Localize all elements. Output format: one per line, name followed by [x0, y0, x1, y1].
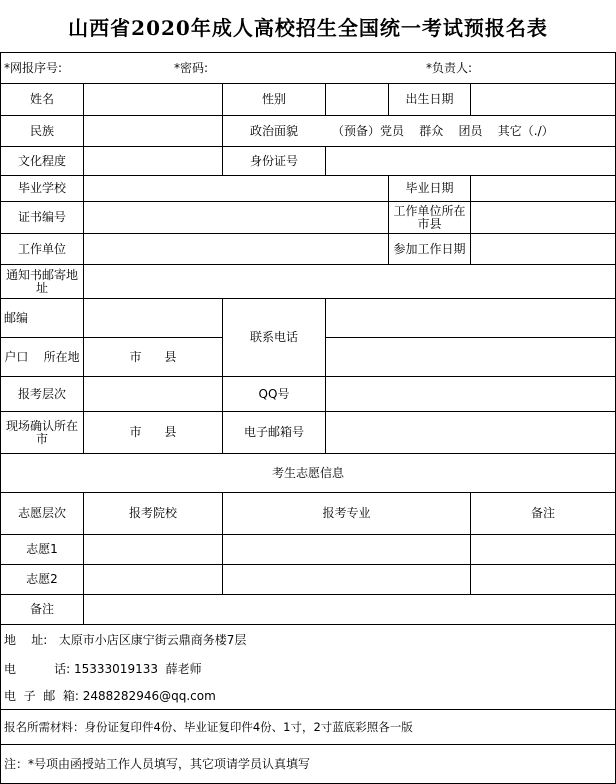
birth-date-label: 出生日期: [405, 92, 454, 106]
phone-field-2[interactable]: [326, 338, 615, 376]
id-number-label: 身份证号: [249, 153, 298, 168]
name-label: 姓名: [29, 92, 54, 106]
confirm-city-county[interactable]: 市 县: [129, 425, 177, 439]
footer-note: 注：*号项由函授站工作人员填写，其它项请学员认真填写: [4, 756, 311, 771]
col-school-header: 报考院校: [128, 506, 177, 520]
form-title: 山西省2020年成人高校招生全国统一考试预报名表: [68, 15, 548, 40]
col-major-header: 报考专业: [322, 506, 371, 520]
col-remark-header: 备注: [530, 506, 555, 520]
manager-label: *负责人:: [426, 60, 473, 75]
birth-date-field[interactable]: [471, 84, 615, 115]
work-start-date-field[interactable]: [471, 234, 615, 264]
footer-email: 电 子 邮 箱: 2488282946@qq.com: [4, 689, 216, 703]
work-city-label: 工作单位所在市县: [393, 203, 466, 231]
wish-2-label: 志愿2: [26, 572, 58, 586]
net-no-label: *网报序号:: [4, 60, 63, 75]
gender-label: 性别: [261, 92, 286, 106]
education-field[interactable]: [84, 147, 222, 175]
footer-phone: 电 话: 15333019133 薛老师: [4, 661, 202, 676]
footer-materials: 报名所需材料：身份证复印件4份、毕业证复印件4份、1寸，2寸蓝底彩照各一版: [4, 719, 413, 734]
postcode-label: 邮编: [4, 310, 29, 325]
education-label: 文化程度: [17, 153, 66, 168]
household-label: 户口 所在地: [4, 349, 80, 364]
name-field[interactable]: [84, 84, 222, 115]
postcode-field[interactable]: [84, 299, 222, 337]
qq-field[interactable]: [326, 377, 615, 411]
email-label: 电子邮箱号: [243, 425, 304, 439]
graduate-school-label: 毕业学校: [17, 181, 66, 195]
employer-field[interactable]: [84, 234, 388, 264]
wish-1-label: 志愿1: [26, 542, 58, 556]
remark-row-field[interactable]: [84, 595, 615, 624]
work-start-date-label: 参加工作日期: [393, 241, 466, 256]
phone-field-1[interactable]: [326, 299, 615, 337]
ethnicity-field[interactable]: [84, 116, 222, 146]
graduation-date-label: 毕业日期: [405, 181, 454, 195]
qq-label: QQ号: [258, 386, 290, 401]
mailing-address-field[interactable]: [84, 265, 615, 298]
wish-2-school-field[interactable]: [84, 565, 222, 594]
confirm-site-label: 现场确认所在市: [5, 418, 78, 446]
certificate-no-field[interactable]: [84, 202, 388, 233]
political-status-label: 政治面貌: [249, 123, 298, 138]
wish-1-school-field[interactable]: [84, 535, 222, 564]
graduate-school-field[interactable]: [84, 176, 388, 201]
ethnicity-label: 民族: [29, 123, 54, 138]
wish-1-major-field[interactable]: [223, 535, 470, 564]
password-label: *密码:: [174, 60, 209, 75]
work-city-field[interactable]: [471, 202, 615, 233]
id-number-field[interactable]: [326, 147, 615, 175]
mailing-address-label: 通知书邮寄地址: [5, 267, 78, 295]
wish-2-major-field[interactable]: [223, 565, 470, 594]
political-options[interactable]: （预备）党员 群众 团员 其它（./）: [332, 123, 554, 138]
wishes-section-title: 考生志愿信息: [271, 465, 344, 480]
remark-row-label: 备注: [29, 602, 54, 616]
exam-level-label: 报考层次: [17, 386, 66, 401]
footer-address: 地 址: 太原市小店区康宁街云鼎商务楼7层: [4, 632, 247, 647]
wish-2-remark-field[interactable]: [471, 565, 615, 594]
wish-1-remark-field[interactable]: [471, 535, 615, 564]
col-level-header: 志愿层次: [17, 506, 66, 520]
graduation-date-field[interactable]: [471, 176, 615, 201]
gender-field[interactable]: [326, 84, 388, 115]
email-field[interactable]: [326, 412, 615, 453]
household-city-county[interactable]: 市 县: [129, 349, 177, 364]
certificate-no-label: 证书编号: [17, 210, 66, 224]
employer-label: 工作单位: [17, 241, 66, 256]
exam-level-field[interactable]: [84, 377, 222, 411]
phone-label: 联系电话: [249, 330, 298, 344]
